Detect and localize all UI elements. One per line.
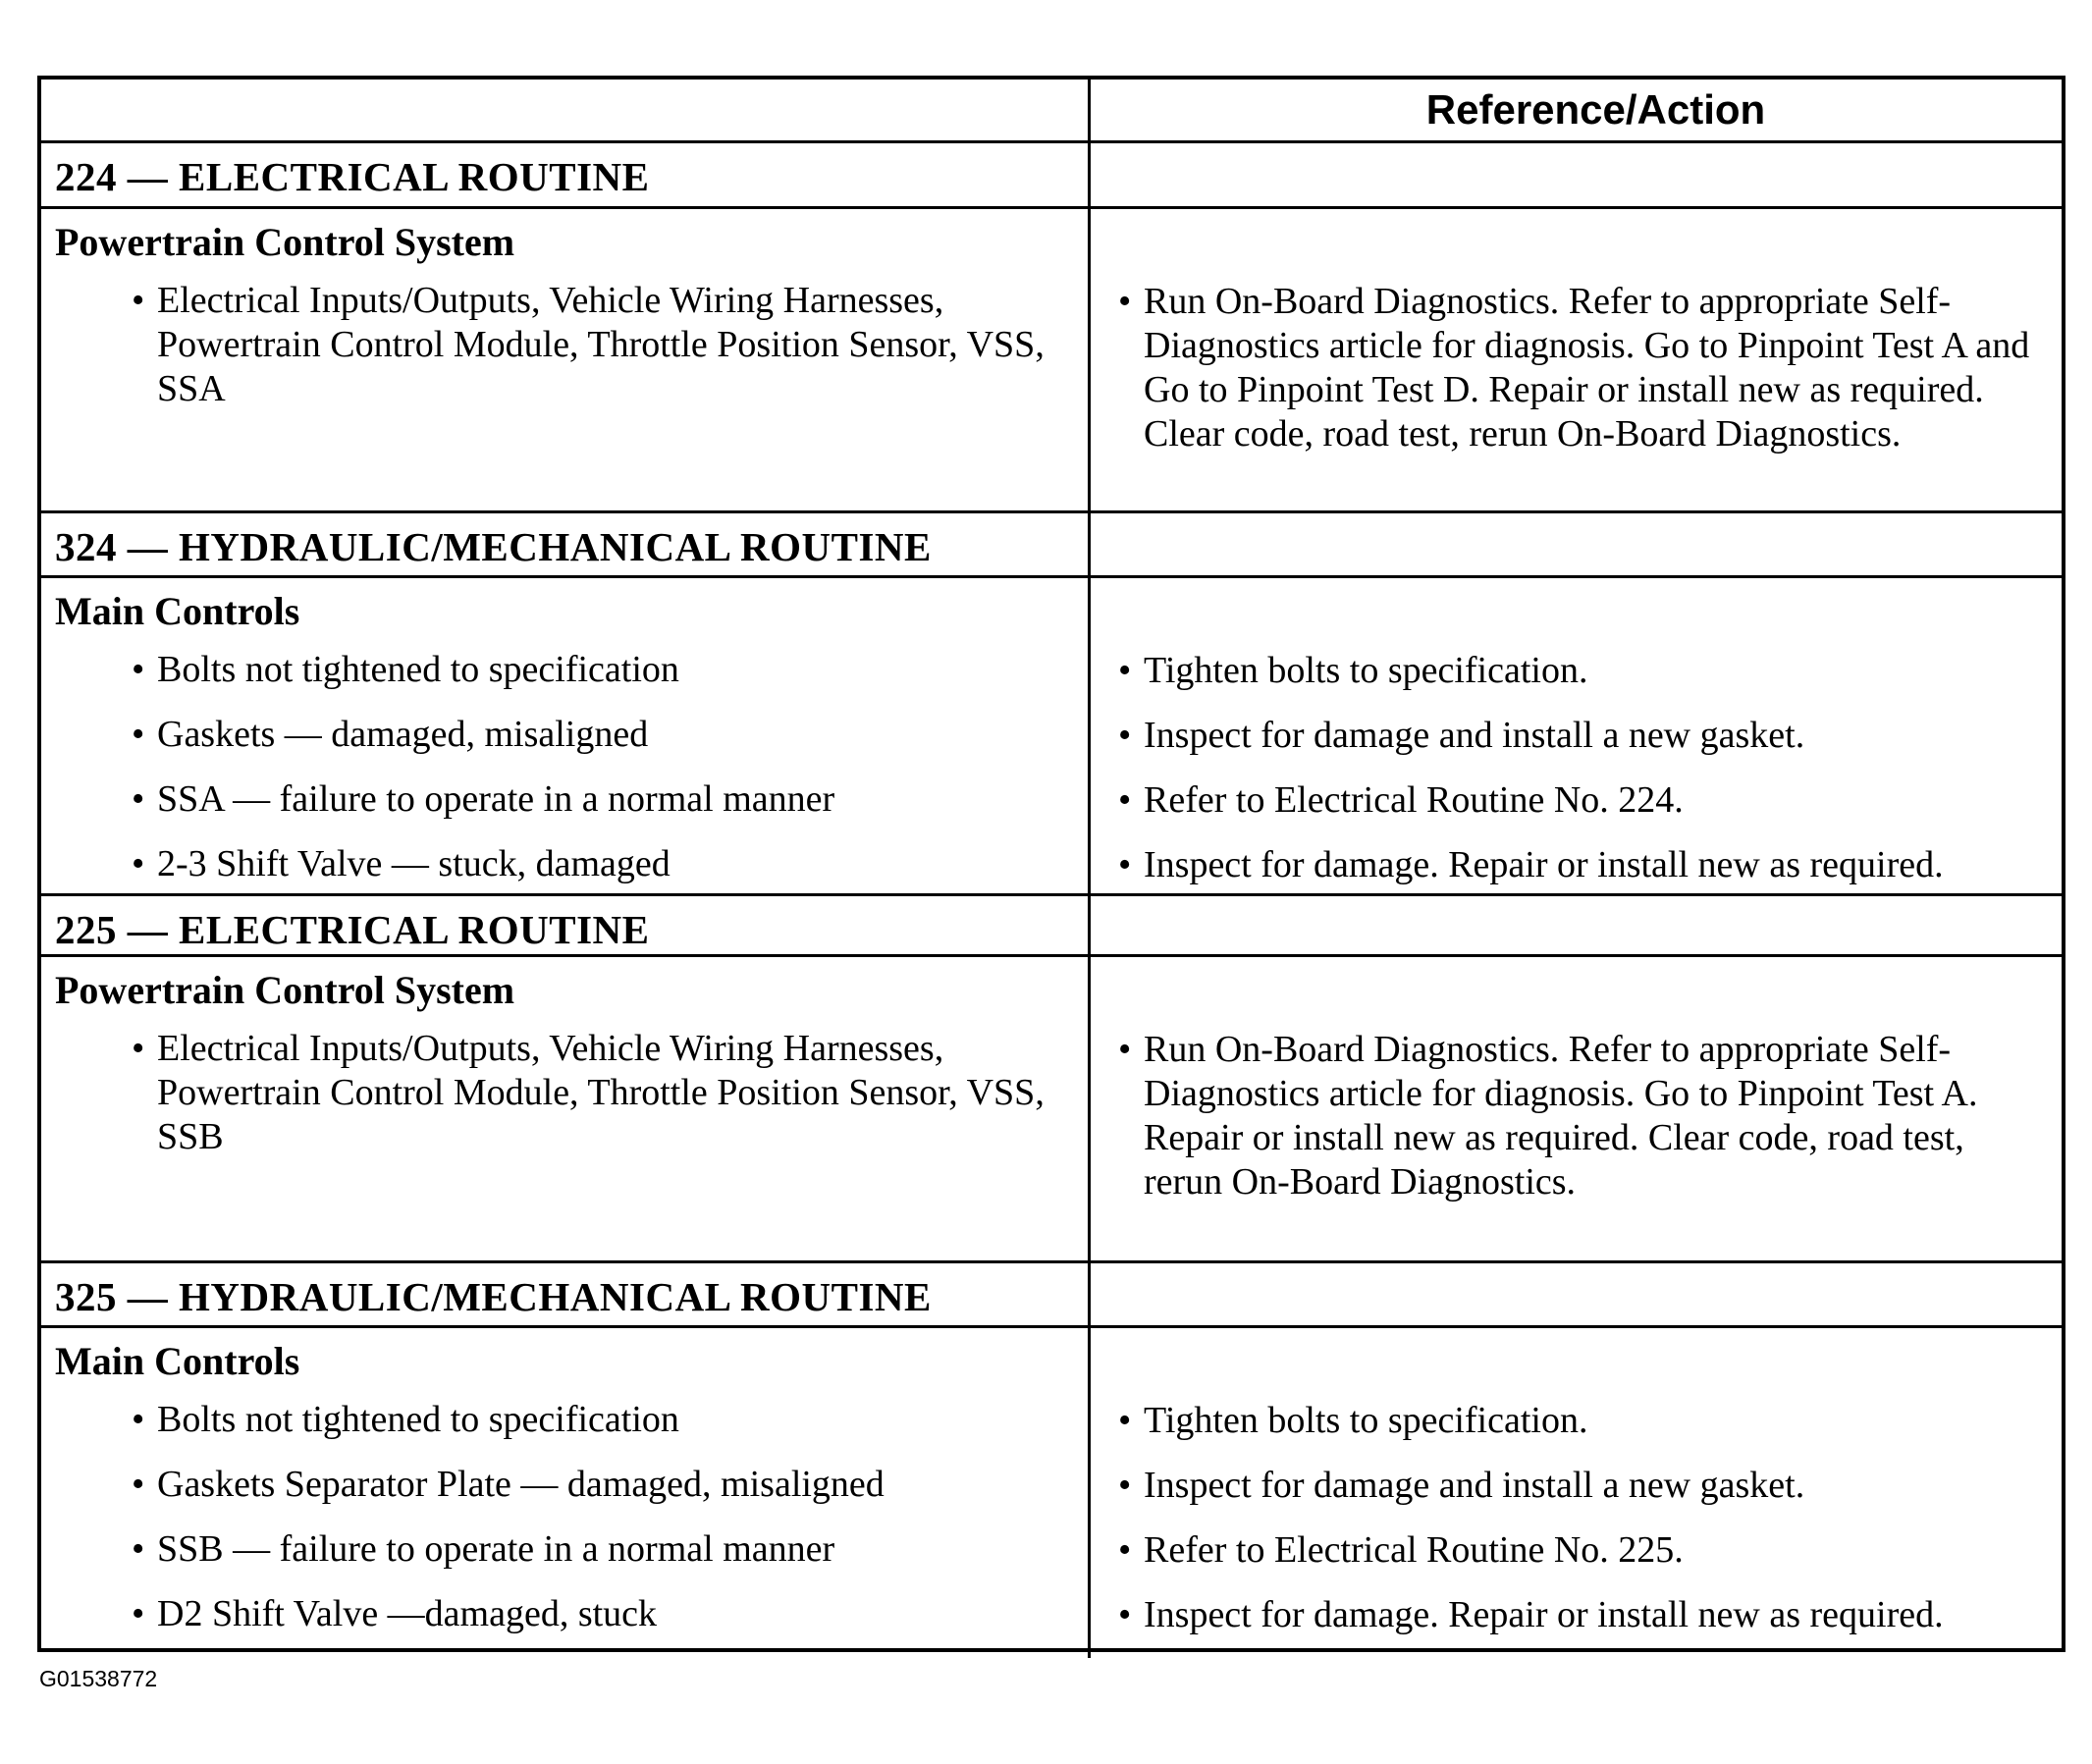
cause-item: • Bolts not tightened to specification [55,648,1074,692]
action-item: • Tighten bolts to specification. [1104,1399,2048,1443]
cause-item: • Bolts not tightened to specification [55,1398,1074,1442]
cause-item: • Gaskets Separator Plate — damaged, misaligned [55,1463,1074,1507]
cause-item: • Electrical Inputs/Outputs, Vehicle Wiring Harnesses, Powertrain Control Module, Throttle Position Sensor, VSS, SSB [55,1027,1074,1159]
group-title: Powertrain Control System [55,220,515,264]
routine-heading: 224 — ELECTRICAL ROUTINE [41,143,1091,209]
action-cell [1091,209,2062,513]
header-reference-action-cell [1091,80,2062,143]
routine-heading-blank [1091,896,2062,957]
action-item: • Inspect for damage. Repair or install new as required. [1104,843,2048,887]
action-item: • Tighten bolts to specification. [1104,649,2048,693]
group-title: Main Controls [55,589,300,633]
routine-heading: 325 — HYDRAULIC/MECHANICAL ROUTINE [41,1263,1091,1328]
action-item: • Inspect for damage and install a new gasket. [1104,714,2048,758]
group-title: Powertrain Control System [55,968,515,1012]
diagnosis-table [37,76,2065,1652]
action-cell [1091,578,2062,896]
routine-heading: 324 — HYDRAULIC/MECHANICAL ROUTINE [41,513,1091,578]
cause-item: • D2 Shift Valve —damaged, stuck [55,1592,1074,1636]
action-list [1104,280,2048,456]
action-cell [1091,1328,2062,1658]
cause-list [55,1027,1074,1159]
action-list [1104,1399,2048,1637]
cause-list [55,648,1074,886]
cause-cell [41,1328,1091,1658]
cause-item: • 2-3 Shift Valve — stuck, damaged [55,842,1074,886]
action-item: • Inspect for damage. Repair or install new as required. [1104,1593,2048,1637]
group-title: Main Controls [55,1339,300,1383]
cause-cell [41,957,1091,1263]
reference-action-heading: Reference/Action [1425,86,1766,133]
routine-heading-blank [1091,1263,2062,1328]
cause-list [55,1398,1074,1636]
cause-cell [41,578,1091,896]
action-list [1104,649,2048,887]
cause-cell [41,209,1091,513]
header-blank-cell [41,80,1091,143]
figure-id: G01538772 [39,1666,158,1691]
routine-heading-blank [1091,513,2062,578]
cause-item: • Electrical Inputs/Outputs, Vehicle Wiring Harnesses, Powertrain Control Module, Throttle Position Sensor, VSS, SSA [55,279,1074,411]
action-item: • Refer to Electrical Routine No. 225. [1104,1528,2048,1573]
cause-item: • SSB — failure to operate in a normal manner [55,1527,1074,1572]
action-item: • Refer to Electrical Routine No. 224. [1104,778,2048,823]
cause-item: • Gaskets — damaged, misaligned [55,713,1074,757]
action-item: • Run On-Board Diagnostics. Refer to appropriate Self-Diagnostics article for diagnosis. Go to Pinpoint Test A and Go to Pinpoint Test D. Repair or install new as required. Clear code, road test, rerun On-Board Diagnostics. [1104,280,2048,456]
cause-list [55,279,1074,411]
routine-heading: 225 — ELECTRICAL ROUTINE [41,896,1091,957]
routine-heading-blank [1091,143,2062,209]
action-item: • Inspect for damage and install a new gasket. [1104,1464,2048,1508]
action-list [1104,1028,2048,1204]
action-item: • Run On-Board Diagnostics. Refer to appropriate Self-Diagnostics article for diagnosis. Go to Pinpoint Test A. Repair or install new as required. Clear code, road test, rerun On-Board Diagnostics. [1104,1028,2048,1204]
cause-item: • SSA — failure to operate in a normal manner [55,777,1074,822]
action-cell [1091,957,2062,1263]
